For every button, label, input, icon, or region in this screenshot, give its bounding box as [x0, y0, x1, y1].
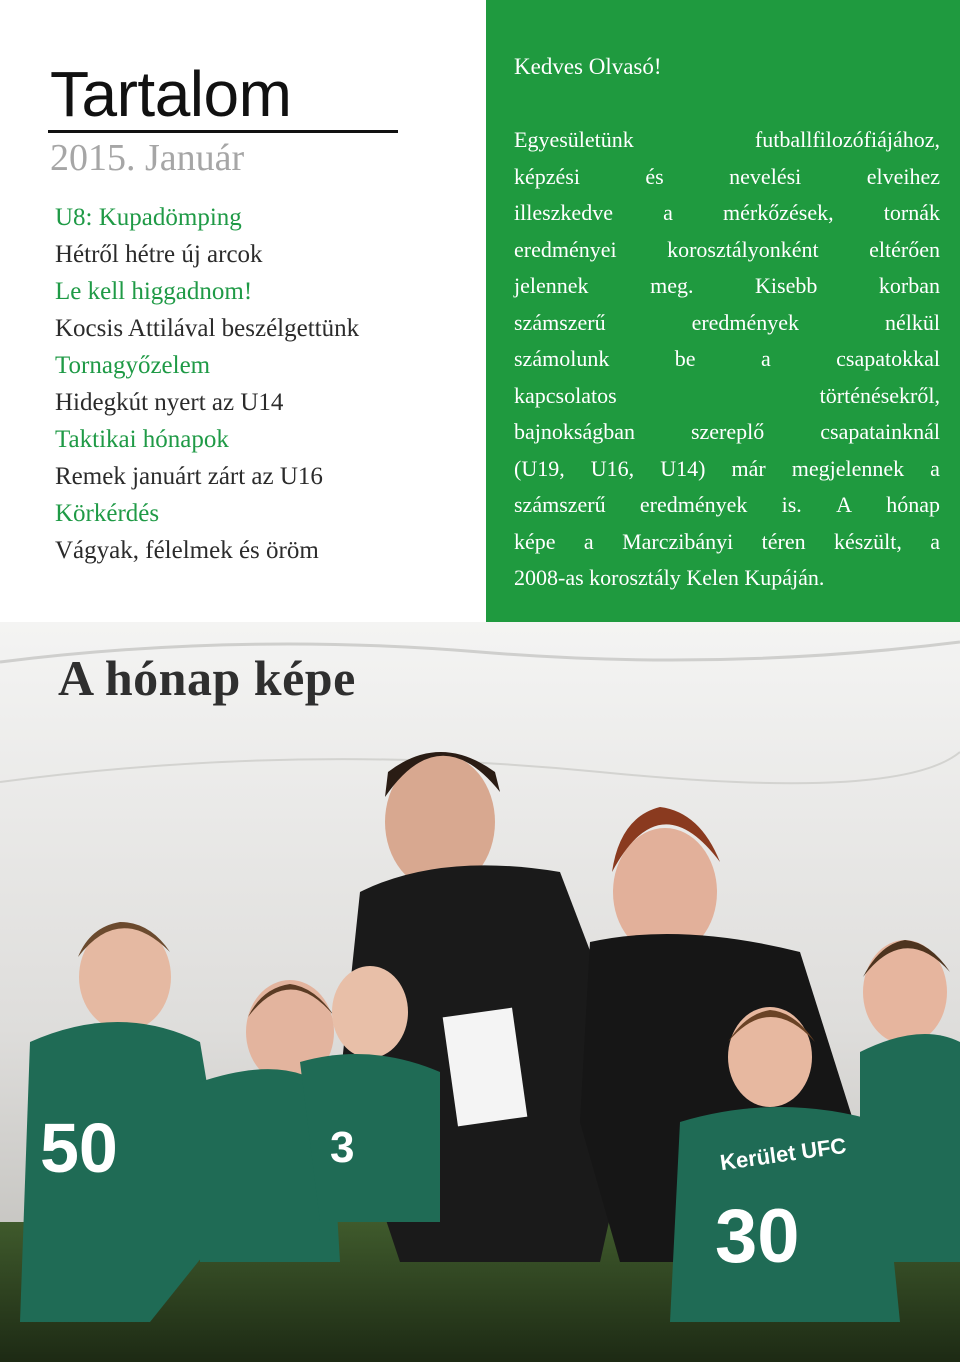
toc-section-heading[interactable]: U8: Kupadömping [55, 204, 242, 231]
editorial-word: téren [761, 528, 806, 554]
editorial-line [514, 159, 940, 196]
editorial-word: U14) [660, 455, 706, 481]
editorial-word: csapatainknál [820, 419, 940, 444]
toc-title: Tartalom [50, 58, 292, 130]
jersey-number-50: 50 [40, 1109, 118, 1187]
editorial-word: mérkőzések, [723, 200, 834, 225]
editorial-word: meg. [650, 273, 694, 298]
editorial-word: Kelen [686, 565, 745, 590]
editorial-word: a [663, 200, 673, 225]
editorial-line [514, 195, 940, 232]
toc-list [55, 199, 359, 569]
jersey-number-30: 30 [715, 1194, 800, 1279]
editorial-word: Marczibányi [622, 528, 734, 554]
editorial-line [514, 341, 940, 378]
issue-date: 2015. Január [50, 137, 245, 179]
editorial-word: történésekről, [819, 382, 940, 408]
editorial-word: jelennek [514, 273, 589, 298]
editorial-word: készült, [834, 528, 902, 554]
editorial-word: képzési [514, 163, 580, 189]
editorial-word: be [674, 346, 696, 371]
editorial-word: hónap [886, 492, 940, 517]
editorial-word: számszerű [514, 309, 606, 335]
editorial-word: Kupáján. [744, 565, 825, 590]
editorial-word: futballfilozófiájához, [754, 127, 940, 152]
editorial-line [514, 122, 940, 159]
photo-title: A hónap képe [58, 650, 356, 706]
editorial-line [514, 268, 940, 305]
editorial-word: nevelési [729, 163, 802, 189]
editorial-line [514, 414, 940, 451]
editorial-word: már [731, 455, 766, 481]
editorial-word: 2008-as [514, 565, 590, 590]
toc-article-title[interactable]: Vágyak, félelmek és öröm [55, 537, 319, 564]
editorial-word: eredmények [691, 309, 800, 335]
editorial-box [486, 0, 960, 622]
editorial-line [514, 305, 940, 342]
editorial-word: a [930, 455, 940, 481]
editorial-word: bajnokságban [514, 419, 635, 444]
editorial-line [514, 524, 940, 561]
editorial-word: (U19, [514, 455, 565, 481]
jersey-number-3: 3 [330, 1123, 355, 1172]
editorial-word: számszerű [514, 492, 606, 517]
team-photo-image [0, 622, 960, 1362]
toc-article-title[interactable]: Remek januárt zárt az U16 [55, 463, 323, 490]
editorial-word: illeszkedve [514, 200, 613, 225]
editorial-word: szereplő [690, 419, 765, 444]
editorial-word: nélkül [885, 309, 940, 335]
editorial-word: a [583, 528, 594, 554]
editorial-line [514, 560, 940, 597]
toc-section-heading[interactable]: Taktikai hónapok [55, 426, 229, 453]
editorial-word: megjelennek [791, 455, 905, 481]
editorial-word: U16, [590, 455, 635, 481]
editorial-word: eltérően [869, 236, 940, 262]
toc-section-heading[interactable]: Körkérdés [55, 500, 160, 527]
editorial-word: a [930, 528, 940, 554]
editorial-line [514, 487, 940, 524]
editorial-line [514, 451, 940, 488]
editorial-word: a [760, 346, 771, 371]
toc-section-heading[interactable]: Le kell higgadnom! [55, 278, 253, 305]
editorial-word: csapatokkal [836, 346, 940, 371]
editorial-word: eredmények [639, 492, 748, 517]
editorial-word: A [836, 492, 852, 517]
player-far-right [860, 940, 960, 1262]
toc-section-heading[interactable]: Tornagyőzelem [55, 352, 211, 379]
editorial-text [514, 122, 940, 597]
editorial-word: számolunk [514, 346, 610, 371]
table-of-contents [0, 0, 486, 622]
editorial-word: tornák [883, 200, 940, 225]
editorial-line [514, 232, 940, 269]
editorial-greeting: Kedves Olvasó! [514, 54, 662, 79]
editorial-word: Egyesületünk [514, 127, 634, 152]
toc-article-title[interactable]: Hidegkút nyert az U14 [55, 389, 284, 416]
editorial-word: eredményei [514, 236, 617, 262]
editorial-word: és [645, 163, 664, 189]
editorial-word: is. [781, 492, 802, 517]
editorial-word: képe [514, 528, 556, 554]
photo-of-the-month [0, 622, 960, 1362]
editorial-word: korban [878, 273, 940, 298]
editorial-word: korosztály [589, 565, 687, 590]
editorial-word: korosztályonként [667, 236, 819, 262]
editorial-word: elveihez [866, 163, 940, 189]
editorial-line [514, 378, 940, 415]
editorial-word: Kisebb [755, 273, 818, 298]
editorial-word: kapcsolatos [514, 382, 617, 408]
toc-article-title[interactable]: Kocsis Attilával beszélgettünk [55, 315, 360, 342]
toc-title-underline [48, 130, 398, 133]
toc-article-title[interactable]: Hétről hétre új arcok [55, 241, 263, 268]
jersey-club-name: Kerület UFC [718, 1132, 848, 1176]
